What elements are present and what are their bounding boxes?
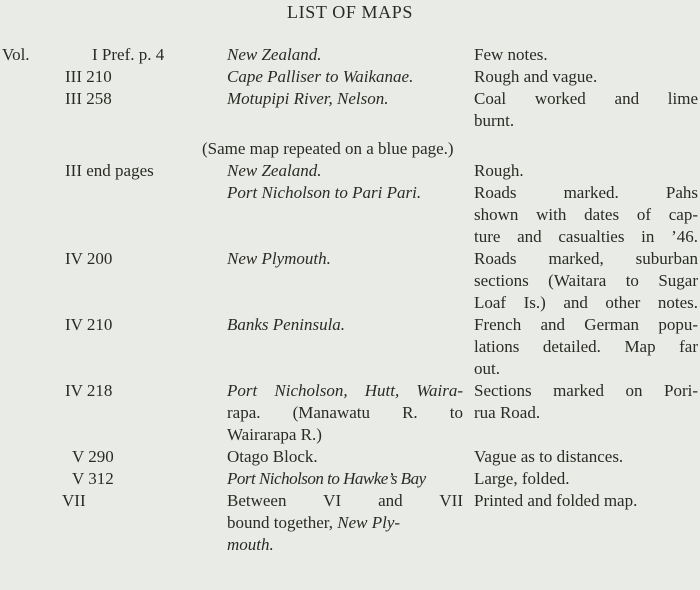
map-title: Otago Block. bbox=[227, 447, 318, 466]
volume-ref: III 258 bbox=[65, 89, 112, 108]
map-notes: Large, folded. bbox=[474, 469, 570, 488]
map-title-text: bound together, bbox=[227, 513, 338, 532]
volume-ref: IV 210 bbox=[65, 315, 113, 334]
volume-ref: I Pref. p. 4 bbox=[92, 45, 165, 64]
volume-ref: IV 218 bbox=[65, 381, 113, 400]
map-notes-line: Roads marked. Pahs bbox=[474, 183, 698, 202]
map-notes: Printed and folded map. bbox=[474, 491, 638, 510]
map-notes-line: Roads marked, suburban bbox=[474, 249, 698, 268]
map-title-line bbox=[227, 512, 400, 534]
map-title: Banks Peninsula. bbox=[227, 315, 346, 334]
map-notes-line: Loaf Is.) and other notes. bbox=[474, 293, 698, 312]
map-notes-line: Sections marked on Pori- bbox=[474, 381, 698, 400]
volume-ref: III end pages bbox=[65, 161, 154, 180]
map-notes-line: French and German popu- bbox=[474, 315, 698, 334]
map-title-italic: New Ply- bbox=[337, 513, 401, 532]
map-title: New Plymouth. bbox=[227, 249, 331, 268]
map-title: New Zealand. bbox=[227, 161, 322, 180]
map-title: Motupipi River, Nelson. bbox=[227, 89, 389, 108]
map-notes-line: ture and casualties in ’46. bbox=[474, 227, 698, 246]
map-notes-line: rua Road. bbox=[474, 403, 541, 422]
volume-ref: V 312 bbox=[72, 469, 114, 488]
volume-ref: III 210 bbox=[65, 67, 112, 86]
map-title: Port Nicholson to Hawke’s Bay bbox=[227, 469, 426, 488]
map-notes-line: out. bbox=[474, 359, 500, 378]
volume-ref: VII bbox=[62, 491, 86, 510]
map-notes: Rough. bbox=[474, 161, 524, 180]
map-title: New Zealand. bbox=[227, 45, 322, 64]
map-title-line: Port Nicholson, Hutt, Waira- bbox=[227, 381, 463, 400]
page-title: LIST OF MAPS bbox=[287, 2, 413, 22]
map-notes-line: sections (Waitara to Sugar bbox=[474, 271, 698, 290]
map-title-line: Wairarapa R.) bbox=[227, 425, 322, 444]
map-title-line: Between VI and VII bbox=[227, 491, 463, 510]
volume-ref: V 290 bbox=[72, 447, 114, 466]
map-title: Cape Palliser to Waikanae. bbox=[227, 67, 414, 86]
map-notes-line: Coal worked and lime bbox=[474, 89, 698, 108]
map-notes: Rough and vague. bbox=[474, 67, 598, 86]
volume-ref: IV 200 bbox=[65, 249, 113, 268]
map-notes-line: shown with dates of cap- bbox=[474, 205, 698, 224]
map-notes-line: burnt. bbox=[474, 111, 515, 130]
map-title-line: rapa. (Manawatu R. to bbox=[227, 403, 463, 422]
map-notes-line: lations detailed. Map far bbox=[474, 337, 698, 356]
repeat-note: (Same map repeated on a blue page.) bbox=[202, 139, 454, 158]
map-title: Port Nicholson to Pari Pari. bbox=[227, 183, 422, 202]
vol-label: Vol. bbox=[2, 45, 30, 64]
map-notes: Vague as to distances. bbox=[474, 447, 624, 466]
map-notes: Few notes. bbox=[474, 45, 548, 64]
map-title-line: mouth. bbox=[227, 535, 274, 554]
